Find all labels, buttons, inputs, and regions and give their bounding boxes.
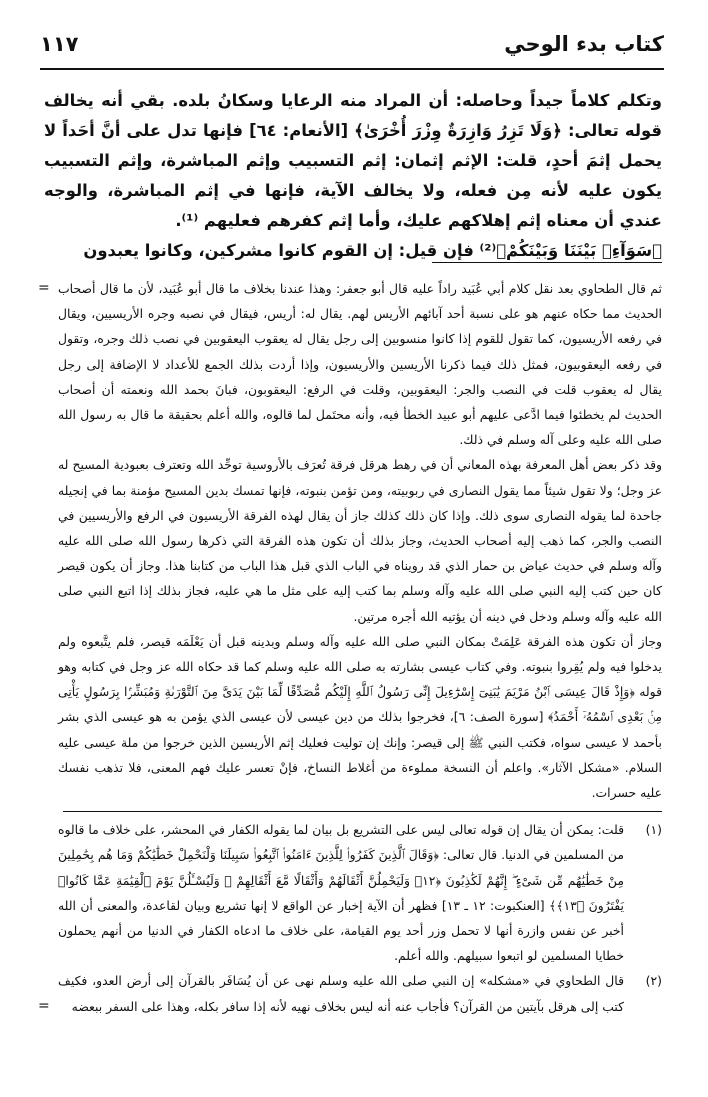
footnote-divider bbox=[432, 262, 662, 263]
continued-paragraph: وقد ذكر بعض أهل المعرفة بهذه المعاني أن في رهط هرقل فرقة تُعرَف بالأروسية توحِّد الله وتعترف بعبودية المسيح له عز وجل؛ ولا تقول شيئاً مما يقول النصارى في ربوبيته، ومن تؤمن بنبوته، فإنها تمسك بدين المسيح مؤمنة بما في إنجيله جاحدة لما يقوله النصارى سوى ذلك. وإذا كان ذلك كذلك جاز أن يقال لهذه الفرقة الأريسيون في الرفع والأريسيين في النصب والجر، كما ذهب إليه أصحاب الحديث، وجاز بذلك أن تكون هذه الفرقة التي ذكرها رسول الله صلى الله عليه وآله وسلم في حديث عياض بن حمار الذي قد رويناه في الباب الذي قبل هذا الباب من كتابنا هذا. وجاز أن يكون قيصر كان حين كتب إليه النبي صلى الله عليه وآله وسلم بما كتب إليه على مثل ما هي عليه، فجاز بذلك إذا اتبع النبي صلى الله عليه وآله وسلم ودخل في دينه أن يؤتيه الله أجره مرتين. bbox=[58, 457, 662, 624]
continuation-mark: = bbox=[38, 997, 50, 1014]
footnote-separator bbox=[63, 811, 662, 812]
continued-paragraph: ثم قال الطحاوي بعد نقل كلام أبي عُبَيد راداً عليه قال أبو جعفر: وهذا عندنا بخلاف ما قال أبو عُبَيد، لأن ما قال أصحاب الحديث مما حكاه عنهم هو على نسبة أحد آبائهم الأريس لهم. يقال له: أريس، فيقال في نصبه وجره الأريسيين، ويقال في رفعه الأريسيون، كما تقول للقوم إذا كانوا منسوبين إلى رجل يقال له يعقوب اليعقوبين في نصب ذلك وجره، وتقول في رفعه اليعقوبيون، فمثل ذلك فيما ذكرنا الأريسين والأريسيون، وإذا أردت بذلك الجمع للأعداد لا الإضافة إلى رجل يقال له يعقوب قلت في النصب والجر: اليعقوبين، وقلت في الرفع: اليعقوبون، فبانَ بحمد الله ونعمته أن أصحاب الحديث لم يخطئوا فيما ادَّعى عليهم أبو عبيد الخطأ فيه، وأنه محتَمل لما قالوه، والله أعلم بحقيقة ما قال به رسول الله صلى الله عليه وعلى آله وسلم في ذلك. bbox=[58, 281, 662, 448]
book-title: كتاب بدء الوحي bbox=[504, 32, 664, 56]
footnote-number: (١) bbox=[645, 822, 662, 838]
main-paragraph-2: ﴿سَوَآءِۭ بَيْنَنَا وَبَيْنَكُمْ﴾⁽²⁾ فإن قيل: إن القوم كانوا مشركين، وكانوا يعبدون bbox=[83, 241, 662, 260]
main-paragraph-1: وتكلم كلاماً جيداً وحاصله: أن المراد منه الرعايا وسكانُ بلده. بقي أنه يخالف قوله تعالى: ﴿وَلَا تَزِرُ وَازِرَةٌ وِزْرَ أُخْرَىٰ﴾ [الأنعام: ٦٤] فإنها تدل على أنَّ أحَداً لا يحمل إثمَ أحدٍ، قلت: الإثم إثمان: إثم التسبيب وإثم المباشرة، وإثم التسبيب يكون عليه لأنه مِن فعله، ولا يخالف الآية، فإنها في إثم المباشرة، والوجه عندي أن معناه إثم إهلاكهم عليك، وأما إثم كفرهم فعليهم ⁽¹⁾. bbox=[44, 91, 663, 230]
continued-paragraph: وجاز أن تكون هذه الفرقة عَلِمَتْ بمكان النبي صلى الله عليه وآله وسلم وبدينه قبل أن يَعْلَمَه قيصر، فلم يتَّبعوه ولم يدخلوا فيه ولم يُقِروا بنبوته. وفي كتاب عيسى بشارته به صلى الله عليه وسلم كما قد حكاه الله عز وجل في كتابه وهو قوله ﴿وَإِذْ قَالَ عِيسَى ٱبْنُ مَرْيَمَ يَٰبَنِىٓ إِسْرَٰٓءِيلَ إِنِّى رَسُولُ ٱللَّهِ إِلَيْكُم مُّصَدِّقًا لِّمَا بَيْنَ يَدَىَّ مِنَ ٱلتَّوْرَىٰةِ وَمُبَشِّرًۢا بِرَسُولٍ يَأْتِى مِنۢ بَعْدِى ٱسْمُهُۥٓ أَحْمَدُ﴾ [سورة الصف: ٦]، فخرجوا بذلك من دين عيسى لأن عيسى الذي يؤمن به هو عيسى الذي بشر بأحمد لا عيسى سواه، فكتب النبي ﷺ إلى قيصر: وإنك إن توليت فعليك إثم الأريسين الذين خرجوا من ملة عيسى عليه السلام. «مشكل الآثار». واعلم أن النسخة مملوءة من أغلاط النساخ، فإنْ تعسر عليك فهم المعنى، فلا تذهب نفسك عليه حسرات. bbox=[58, 633, 662, 801]
continuation-mark: = bbox=[38, 280, 50, 296]
page-number: ١١٧ bbox=[40, 32, 79, 56]
footnote-number: (٢) bbox=[645, 973, 662, 989]
footnote-text: قال الطحاوي في «مشكله» إن النبي صلى الله عليه وسلم نهى عن أن يُسَافَر بالقرآن إلى أرض العدو، فكيف كتب إلى هرقل بآيتين من القرآن؟ فأجاب عنه أنه ليس بخلاف نهيه لأنه إذا سافر بكله، وهذا على السفر ببعضه bbox=[58, 973, 624, 1014]
footnote-text: قلت: يمكن أن يقال إن قوله تعالى ليس على التشريع بل بيان لما يقوله الكفار في المحشر، على خلاف ما قالوه من المسلمين في الدنيا. قال تعالى: ﴿وَقَالَ ٱلَّذِينَ كَفَرُوا۟ لِلَّذِينَ ءَامَنُوا۟ ٱتَّبِعُوا۟ سَبِيلَنَا وَلْنَحْمِلْ خَطَٰيَٰكُمْ وَمَا هُم بِحَٰمِلِينَ مِنْ خَطَٰيَٰهُم مِّن شَىْءٍ ۖ إِنَّهُمْ لَكَٰذِبُونَ ﴿١٢﴾ وَلَيَحْمِلُنَّ أَثْقَالَهُمْ وَأَثْقَالًا مَّعَ أَثْقَالِهِمْ ۖ وَلَيُسْـَٔلُنَّ يَوْمَ ٱلْقِيَٰمَةِ عَمَّا كَانُوا۟ يَفْتَرُونَ ﴿١٣﴾﴾ [العنكبوت: ١٢ ـ ١٣] فظهر أن الآية إخبار عن الواقع لا إنها تشريع وبيان لقاعدة، والمعنى أن الله أخبر عن نفس وازرة أنها لا تحمل وزر أحد يوم القيامة، على خلاف ما ادعاه الكفار في الدنيا من أنهم يحملون خطايا المسلمين لو اتبعوا سبيلهم. والله أعلم. bbox=[58, 822, 625, 964]
main-text bbox=[44, 86, 662, 266]
page-header bbox=[40, 28, 664, 70]
footnotes-area bbox=[38, 276, 662, 1088]
footnote-1 bbox=[38, 817, 662, 968]
continued-footnote bbox=[38, 276, 662, 805]
footnote-2 bbox=[38, 968, 662, 1018]
